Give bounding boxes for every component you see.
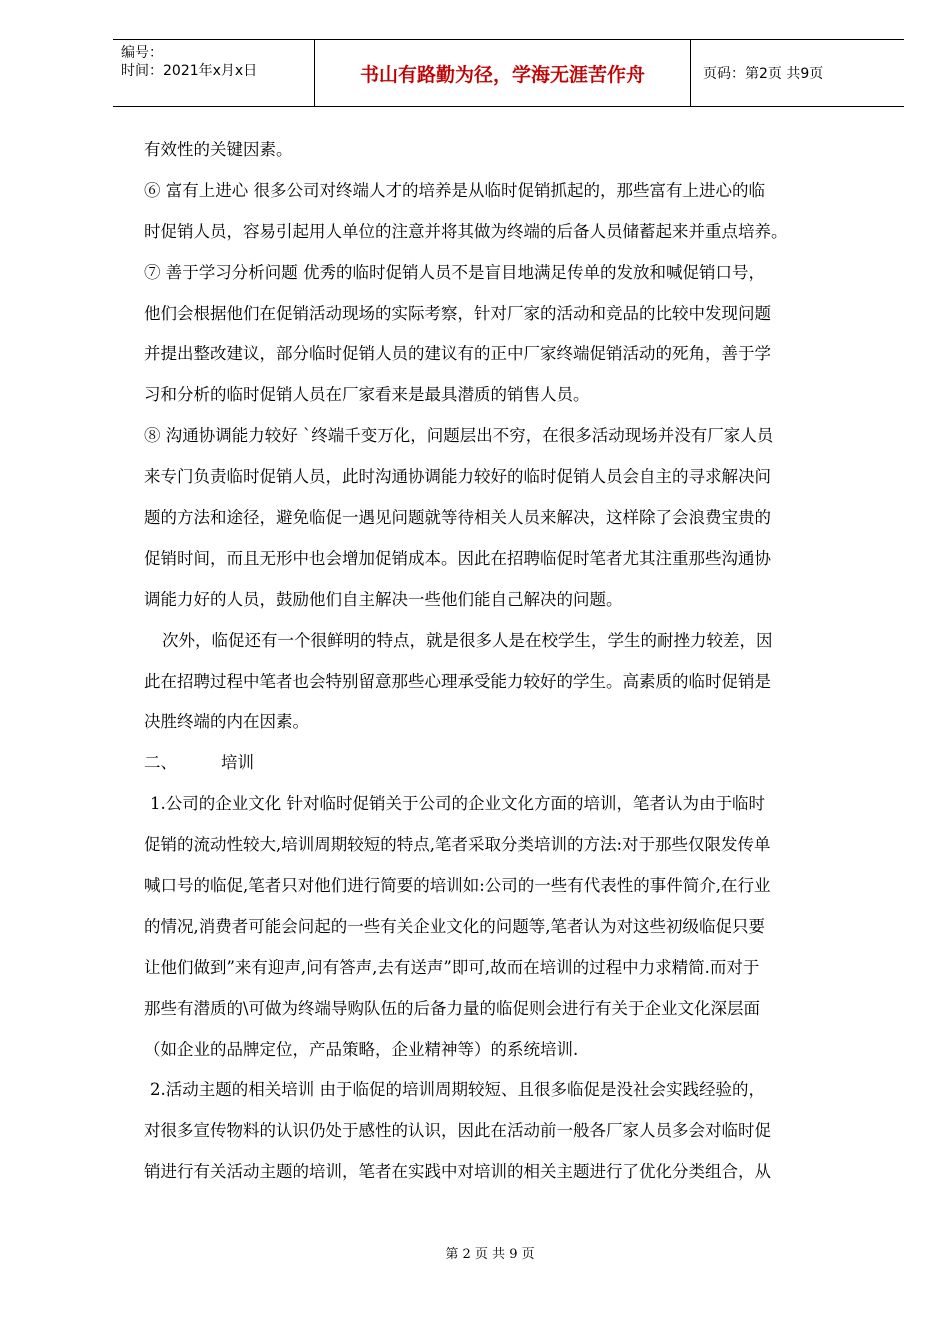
text-line: 对很多宣传物料的认识仍处于感性的认识，因此在活动前一般各厂家人员多会对临时促 (144, 1121, 771, 1141)
text-line: 次外，临促还有一个很鲜明的特点，就是很多人是在校学生，学生的耐挫力较差，因 (162, 630, 773, 650)
text-line: ⑦ 善于学习分析问题 优秀的临时促销人员不是盲目地满足传单的发放和喊促销口号， (144, 262, 765, 282)
text-line: 来专门负责临时促销人员，此时沟通协调能力较好的临时促销人员会自主的寻求解决问 (144, 467, 771, 487)
text-line: 促销的流动性较大,培训周期较短的特点,笔者采取分类培训的方法:对于那些仅限发传单 (144, 835, 771, 855)
text-line: 的情况,消费者可能会问起的一些有关企业文化的问题等,笔者认为对这些初级临促只要 (144, 916, 765, 936)
text-line: 那些有潜质的\可做为终端导购队伍的后备力量的临促则会进行有关于企业文化深层面 (144, 998, 761, 1018)
text-line: 此在招聘过程中笔者也会特别留意那些心理承受能力较好的学生。高素质的临时促销是 (144, 671, 771, 691)
text-line: 时促销人员，容易引起用人单位的注意并将其做为终端的后备人员储蓄起来并重点培养。 (144, 221, 788, 241)
text-line: 2.活动主题的相关培训 由于临促的培训周期较短、且很多临促是没社会实践经验的， (150, 1080, 765, 1100)
text-line: 习和分析的临时促销人员在厂家看来是最具潜质的销售人员。 (144, 385, 590, 405)
section-number: 二、 (144, 753, 177, 773)
header-table (113, 39, 904, 107)
text-line: 喊口号的临促,笔者只对他们进行简要的培训如:公司的一些有代表性的事件简介,在行业 (144, 876, 771, 896)
text-line: 调能力好的人员，鼓励他们自主解决一些他们能自己解决的问题。 (144, 589, 623, 609)
text-line: 有效性的关键因素。 (144, 140, 293, 159)
text-line: （如企业的品牌定位，产品策略，企业精神等）的系统培训. (144, 1039, 579, 1059)
text-line: ⑧ 沟通协调能力较好 `终端千变万化，问题层出不穷，在很多活动现场并没有厂家人员 (144, 426, 774, 446)
motto-text: 书山有路勤为径，学海无涯苦作舟 (359, 64, 645, 86)
header-motto-cell (315, 40, 691, 106)
text-line: 销进行有关活动主题的培训，笔者在实践中对培训的相关主题进行了优化分类组合，从 (144, 1162, 771, 1182)
document-body (144, 130, 884, 1193)
header-page-label: 页码：第2页 共9页 (703, 66, 824, 82)
header-page-cell (691, 40, 904, 106)
section-heading (144, 743, 884, 784)
header-meta-cell (113, 40, 315, 106)
text-line: 让他们做到”来有迎声,问有答声,去有送声”即可,故而在培训的过程中力求精简.而对于 (144, 957, 760, 977)
text-line: 他们会根据他们在促销活动现场的实际考察，针对厂家的活动和竞品的比较中发现问题 (144, 303, 771, 323)
text-line: ⑥ 富有上进心 很多公司对终端人才的培养是从临时促销抓起的，那些富有上进心的临 (144, 180, 765, 200)
text-line: 1.公司的企业文化 针对临时促销关于公司的企业文化方面的培训，笔者认为由于临时 (150, 794, 765, 814)
text-line: 题的方法和途径，避免临促一遇见问题就等待相关人员来解决，这样除了会浪费宝贵的 (144, 508, 771, 528)
text-line: 促销时间，而且无形中也会增加促销成本。因此在招聘临促时笔者尤其注重那些沟通协 (144, 548, 771, 568)
section-title: 培训 (221, 753, 254, 773)
document-number-label: 编号： (121, 45, 163, 61)
document-time-label: 时间：2021年x月x日 (121, 63, 258, 79)
text-line: 决胜终端的内在因素。 (144, 712, 309, 732)
page-footer: 第 2 页 共 9 页 (445, 1247, 535, 1262)
text-line: 并提出整改建议，部分临时促销人员的建议有的正中厂家终端促销活动的死角，善于学 (144, 344, 771, 364)
